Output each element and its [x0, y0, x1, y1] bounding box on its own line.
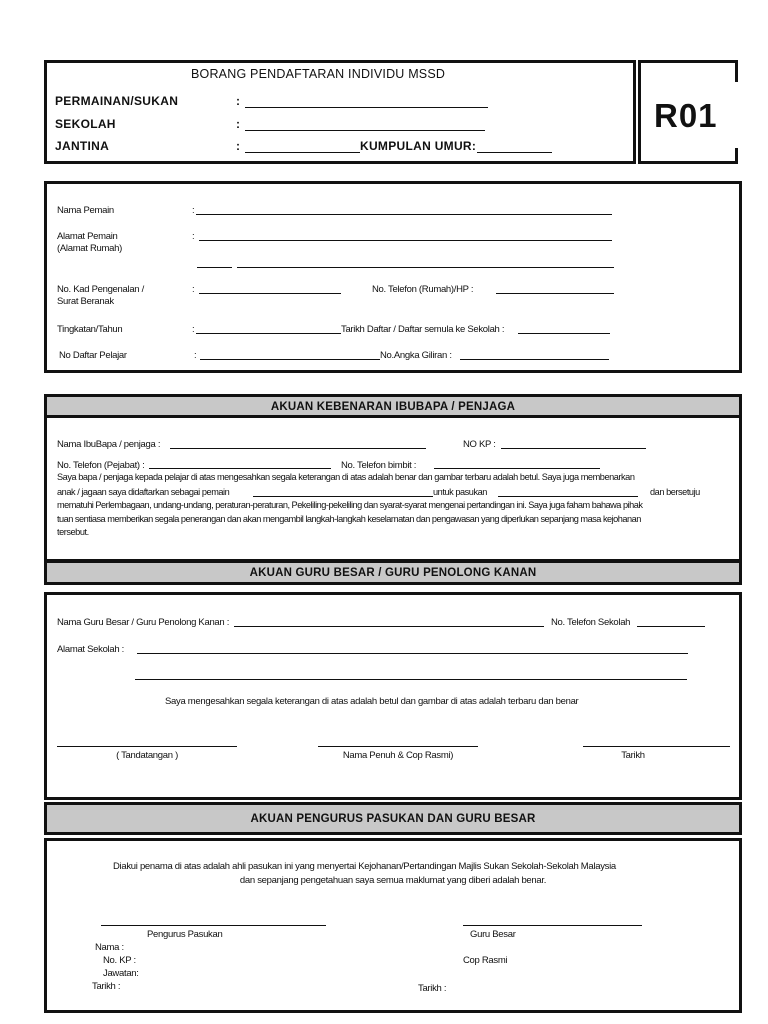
surat-beranak-label: Surat Beranak	[57, 296, 114, 307]
parent-text-line-2c: dan bersetuju	[650, 487, 700, 497]
sekolah-field[interactable]	[245, 130, 485, 131]
guru-besar-line[interactable]	[463, 925, 642, 926]
telefon-pejabat-field[interactable]	[149, 468, 331, 469]
alamat-sekolah-label: Alamat Sekolah :	[57, 644, 125, 655]
pengurus-pasukan-line[interactable]	[101, 925, 326, 926]
parent-text-line-4: tuan sentiasa memberikan segala penerangan dan akan mengambil langkah-langkah keselamatan dan pengawasan yang diperlukan sepanjang masa kejohanan	[57, 514, 641, 524]
alamat-rumah-label: (Alamat Rumah)	[57, 243, 122, 254]
parent-text-line-2a: anak / jagaan saya didaftarkan sebagai pemain	[57, 487, 230, 497]
tarikh-daftar-field[interactable]	[518, 333, 610, 334]
pasukan-field[interactable]	[498, 496, 638, 497]
nama-pemain-field[interactable]	[196, 214, 612, 215]
tarikh-guru-besar-label: Tarikh :	[418, 983, 447, 994]
nama-pemain-label: Nama Pemain	[57, 205, 114, 216]
alamat-field-1[interactable]	[199, 240, 612, 241]
jawatan-label: Jawatan:	[103, 968, 139, 979]
colon: :	[236, 117, 241, 131]
parent-text-line-1: Saya bapa / penjaga kepada pelajar di atas mengesahkan segala keterangan di atas adalah benar dan gambar terbaru adalah betul. Saya juga membenarkan	[57, 472, 635, 482]
tarikh-label: Tarikh	[621, 750, 645, 761]
telefon-sekolah-label: No. Telefon Sekolah	[551, 617, 631, 628]
parent-text-line-2b: untuk pasukan	[433, 487, 487, 497]
alamat-sekolah-field-1[interactable]	[137, 653, 688, 654]
jantina-label: JANTINA	[55, 139, 110, 153]
nama-ibubapa-field[interactable]	[170, 448, 426, 449]
daftar-pelajar-field[interactable]	[200, 359, 380, 360]
no-kp-label: NO KP :	[463, 439, 496, 450]
permainan-label: PERMAINAN/SUKAN	[55, 94, 179, 108]
telefon-sekolah-field[interactable]	[637, 626, 705, 627]
alamat-sekolah-field-2[interactable]	[135, 679, 687, 680]
tingkatan-field[interactable]	[196, 333, 341, 334]
tarikh-line[interactable]	[583, 746, 730, 747]
daftar-pelajar-label: No Daftar Pelajar	[59, 350, 127, 361]
parent-declaration-heading: AKUAN KEBENARAN IBUBAPA / PENJAGA	[44, 394, 742, 418]
signature-line[interactable]	[57, 746, 237, 747]
headmaster-statement: Saya mengesahkan segala keterangan di atas adalah betul dan gambar di atas adalah terbaru dan benar	[165, 696, 579, 707]
nama-penuh-cop-label: Nama Penuh & Cop Rasmi)	[342, 750, 454, 761]
telefon-pejabat-label: No. Telefon (Pejabat) :	[57, 460, 145, 471]
guru-besar-label: Guru Besar	[470, 929, 516, 940]
colon: :	[236, 94, 241, 108]
nama-penuh-line[interactable]	[318, 746, 478, 747]
player-section	[44, 181, 742, 373]
nama-guru-besar-label: Nama Guru Besar / Guru Penolong Kanan :	[57, 617, 230, 628]
tarikh-daftar-label: Tarikh Daftar / Daftar semula ke Sekolah :	[341, 324, 505, 335]
kad-pengenalan-label: No. Kad Pengenalan /	[57, 284, 144, 295]
form-title: BORANG PENDAFTARAN INDIVIDU MSSD	[191, 67, 446, 81]
angka-giliran-label: No.Angka Giliran :	[380, 350, 452, 361]
telefon-bimbit-label: No. Telefon bimbit :	[341, 460, 417, 471]
kad-pengenalan-field[interactable]	[199, 293, 341, 294]
team-statement-1: Diakui penama di atas adalah ahli pasukan ini yang menyertai Kejohanan/Pertandingan Majlis Sukan Sekolah-Sekolah Malaysia	[113, 861, 616, 872]
pemain-field[interactable]	[253, 496, 433, 497]
parent-text-line-3: mematuhi Perlembagaan, undang-undang, peraturan-peraturan, Pekeliling-pekeliling dan syarat-syarat mengenai pertandingan ini. Saya juga faham bahawa pihak	[57, 500, 643, 510]
telefon-rumah-field[interactable]	[496, 293, 614, 294]
nama-ibubapa-label: Nama IbuBapa / penjaga :	[57, 439, 161, 450]
form-code: R01	[654, 97, 718, 134]
telefon-rumah-label: No. Telefon (Rumah)/HP :	[372, 284, 474, 295]
team-statement-2: dan sepanjang pengetahuan saya semua maklumat yang diberi adalah benar.	[239, 875, 547, 886]
sekolah-label: SEKOLAH	[55, 117, 116, 131]
colon: :	[236, 139, 241, 153]
jantina-field[interactable]	[245, 152, 360, 153]
tandatangan-label: ( Tandatangan )	[116, 750, 178, 761]
parent-text-line-5: tersebut.	[57, 527, 89, 537]
alamat-pemain-label: Alamat Pemain	[57, 231, 118, 242]
permainan-field[interactable]	[245, 107, 488, 108]
tarikh-pengurus-label: Tarikh :	[92, 981, 121, 992]
kumpulan-umur-field[interactable]	[477, 152, 552, 153]
nama-label: Nama :	[95, 942, 124, 953]
cop-rasmi-label: Cop Rasmi	[463, 955, 508, 966]
angka-giliran-field[interactable]	[460, 359, 609, 360]
alamat-field-2b[interactable]	[237, 267, 614, 268]
team-declaration-heading: AKUAN PENGURUS PASUKAN DAN GURU BESAR	[44, 802, 742, 835]
telefon-bimbit-field[interactable]	[434, 468, 600, 469]
kumpulan-umur-label: KUMPULAN UMUR:	[360, 139, 477, 153]
nama-guru-besar-field[interactable]	[234, 626, 544, 627]
alamat-field-2a[interactable]	[197, 267, 232, 268]
tingkatan-label: Tingkatan/Tahun	[57, 324, 123, 335]
headmaster-declaration-heading: AKUAN GURU BESAR / GURU PENOLONG KANAN	[44, 560, 742, 585]
no-kp-label: No. KP :	[103, 955, 136, 966]
pengurus-pasukan-label: Pengurus Pasukan	[147, 929, 223, 940]
no-kp-field[interactable]	[501, 448, 646, 449]
